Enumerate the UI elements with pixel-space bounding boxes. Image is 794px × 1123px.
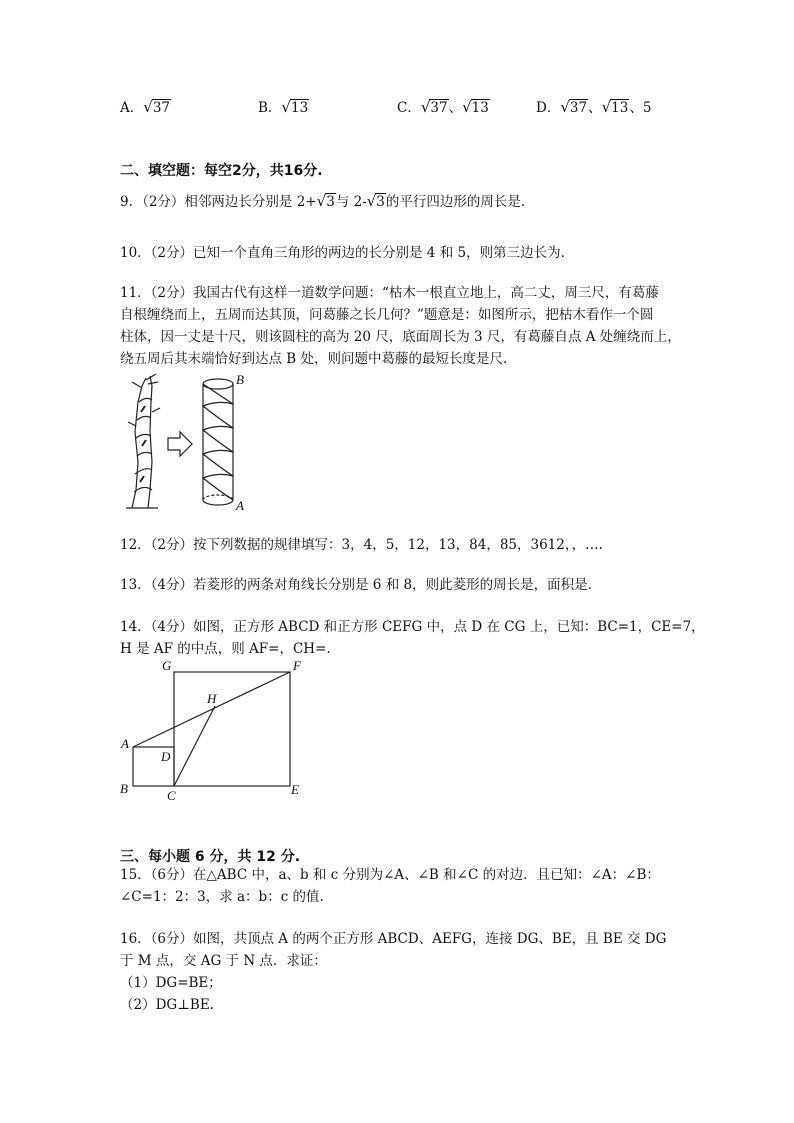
option-d-tail: 5 (642, 100, 652, 116)
radicand: 3 (326, 194, 335, 210)
point-c-label: C (167, 788, 176, 802)
radicand: 3 (376, 194, 385, 210)
separator: 、 (588, 100, 602, 116)
option-a-label: A． (120, 100, 144, 116)
question-11-line-2: 自根缠绕而上，五周而达其顶，问葛藤之长几何？”题意是：如图所示，把枯木看作一个圆 (120, 307, 654, 323)
squares-figure (115, 656, 315, 802)
section-2-title: 二、填空题：每空2分，共16分. (120, 163, 323, 179)
point-a-label: A (236, 498, 244, 512)
sqrt-3: √3 (366, 192, 385, 210)
option-c-label: C． (397, 100, 421, 116)
question-11-line-4: 绕五周后其末端恰好到达点 B 处，则问题中葛藤的最短长度是尺. (120, 351, 508, 367)
point-h-label: H (207, 691, 217, 706)
radicand: 37 (569, 100, 588, 116)
question-9 (120, 190, 525, 213)
sqrt-13: √13 (281, 98, 309, 116)
sqrt-13: √13 (601, 98, 629, 116)
sqrt-37: √37 (143, 98, 170, 116)
option-c (397, 96, 490, 119)
q9-post: 的平行四边形的周长是. (385, 194, 526, 210)
point-b-label: B (236, 372, 244, 387)
option-d-label: D． (536, 100, 561, 116)
question-13: 13．（4分）若菱形的两条对角线长分别是 6 和 8，则此菱形的周长是，面积是. (120, 577, 592, 593)
radicand: 37 (152, 100, 170, 116)
option-b (258, 96, 309, 119)
radicand: 37 (430, 100, 448, 116)
question-16-part-1: （1）DG=BE； (120, 975, 222, 991)
radicand: 13 (471, 100, 489, 116)
question-16-line-1: 16．（6分）如图，共顶点 A 的两个正方形 ABCD、AEFG，连接 DG、BE，且 BE 交 DG (120, 931, 667, 947)
segment-af (133, 672, 290, 747)
tree-cylinder-figure (118, 372, 258, 512)
question-14-line-1: 14．（4分）如图，正方形 ABCD 和正方形 CEFG 中，点 D 在 CG 上，已知：BC=1，CE=7， (120, 619, 705, 635)
point-d-label: D (161, 749, 171, 764)
separator: 、 (448, 100, 463, 116)
question-10: 10．（2分）已知一个直角三角形的两边的长分别是 4 和 5，则第三边长为. (120, 245, 565, 261)
sqrt-37: √37 (420, 98, 448, 116)
question-12: 12．（2分）按下列数据的规律填写：3，4，5，12，13，84，85，3612，，…. (120, 537, 603, 553)
radicand: 13 (290, 100, 309, 116)
separator: 、 (629, 100, 643, 116)
point-f-label: F (293, 658, 301, 673)
option-b-label: B． (258, 100, 282, 116)
sqrt-13: √13 (462, 98, 489, 116)
radicand: 13 (611, 100, 629, 116)
point-a-label: A (121, 736, 129, 751)
sqrt-37: √37 (560, 98, 588, 116)
sqrt-3: √3 (316, 192, 335, 210)
question-14-line-2: H 是 AF 的中点，则 AF=，CH=. (120, 641, 331, 657)
question-15-line-2: ∠C=1：2：3，求 a：b：c 的值. (120, 889, 324, 905)
square-cefg (174, 672, 290, 786)
question-16-line-2: 于 M 点，交 AG 于 N 点．求证： (120, 953, 327, 969)
question-16-part-2: （2）DG⊥BE. (120, 997, 214, 1013)
question-11-line-3: 柱体，因一丈是十尺，则该圆柱的高为 20 尺，底面周长为 3 尺，有葛藤自点 A 处缠绕而上， (120, 329, 681, 345)
tree-illustration (126, 374, 160, 508)
point-e-label: E (291, 782, 299, 797)
option-a (120, 96, 171, 119)
section-3-title: 三、每小题 6 分，共 12 分. (120, 849, 301, 865)
right-arrow-icon (168, 432, 192, 456)
option-d (536, 96, 651, 119)
cylinder (203, 379, 233, 505)
question-11-line-1: 11．（2分）我国古代有这样一道数学问题：“枯木一根直立地上，高二丈，周三尺，有葛藤 (120, 285, 659, 301)
q9-mid: 与 2- (335, 194, 367, 210)
question-15-line-1: 15．（6分）在△ABC 中，a、b 和 c 分别为∠A、∠B 和∠C 的对边．且已知：∠A：∠B： (120, 867, 660, 883)
point-b-label: B (120, 781, 128, 796)
q9-pre: 9．（2分）相邻两边长分别是 2+ (120, 194, 317, 210)
point-g-label: G (162, 658, 172, 673)
